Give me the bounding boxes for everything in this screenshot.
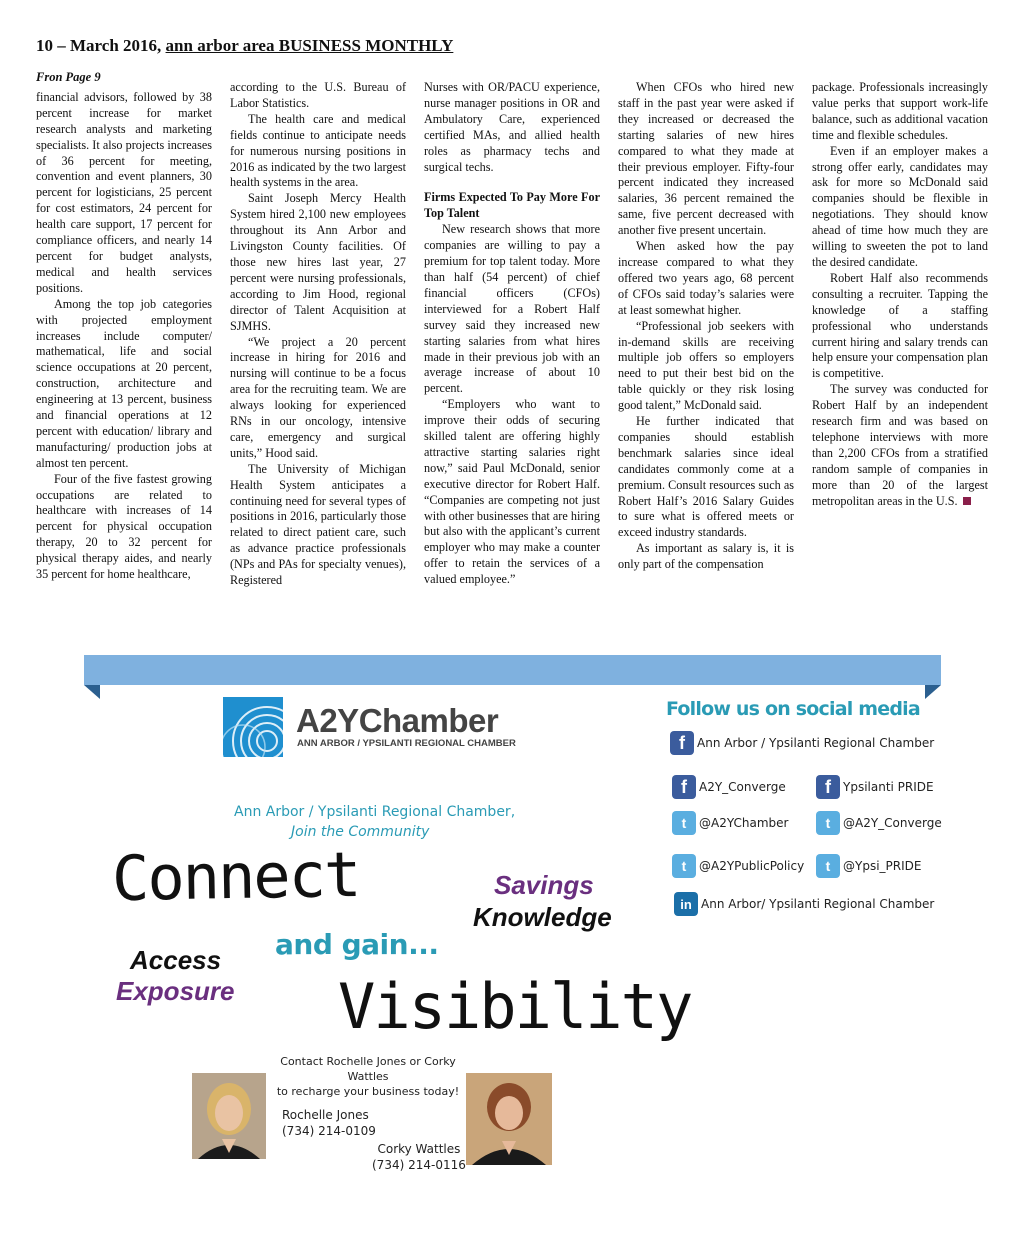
- social-facebook-pride[interactable]: [816, 775, 934, 799]
- social-facebook-main[interactable]: [670, 731, 934, 755]
- word-and-gain: and gain...: [275, 928, 439, 961]
- social-twitter-chamber[interactable]: [672, 811, 788, 835]
- word-exposure: Exposure: [116, 976, 235, 1006]
- paragraph: As important as salary is, it is only part of the compensation: [618, 541, 794, 572]
- corky-name: Corky Wattles: [377, 1142, 461, 1156]
- paragraph: New research shows that more companies are willing to pay a premium for top talent today. More than half (54 percent) of chief financial officers (CFOs) interviewed for a Robert Half survey said they increased new starting salaries from what hires made in their previous job with an average increase of about 10 percent.: [424, 222, 600, 396]
- social-label: @A2YPublicPolicy: [699, 859, 805, 873]
- contact-line-2: to recharge your business today!: [276, 1085, 460, 1098]
- social-linkedin[interactable]: [674, 892, 934, 916]
- paragraph: “We project a 20 percent increase in hiring for 2016 and nursing will continue to be a focus area for the recruiting team. We are always looking for experienced RNs in our oncology, intensive care, emergency and surgical units,” Hood said.: [230, 334, 406, 460]
- paragraph: Even if an employer makes a strong offer early, candidates may ask for more so McDonald said companies should be flexible in negotiations. They should know ahead of time how much they are willing to sweeten the pot to land the desired candidate.: [812, 143, 988, 269]
- paragraph: The University of Michigan Health System anticipates a continuing need for several types of positions in 2016, particularly those related to direct patient care, such as advance practice professionals (NPs and PAs for specialty venues), Registered: [230, 461, 406, 588]
- social-label: Ann Arbor/ Ypsilanti Regional Chamber: [701, 897, 935, 911]
- facebook-icon: f: [672, 775, 696, 799]
- social-label: A2Y_Converge: [699, 780, 786, 794]
- paragraph: financial advisors, followed by 38 percent increase for market research analysts and marketing specialists. It also projects increases of 36 percent for meeting, convention and event planners, 30 percent for logisticians, 25 percent for cost estimators, 24 percent for health care support, 17 percent for compliance officers, and nearly 14 percent for budget analysts, medical and health services positions.: [36, 89, 212, 295]
- paragraph: He further indicated that companies should establish benchmark salaries since ideal candidates commonly come at a premium. Consult resources such as Robert Half’s 2016 Salary Guides to sure what is offered meets or exceed industry standards.: [618, 414, 794, 540]
- paragraph-text: The survey was conducted for Robert Half by an independent research firm and was based on telephone interviews with more than 2,200 CFOs from a stratified random sample of companies in more than 20 of the largest metropolitan areas in the U.S.: [812, 382, 988, 508]
- paragraph: Four of the five fastest growing occupations are related to healthcare with increases of 14 percent for physical occupation therapy, 20 to 32 percent for physical therapy aides, and nearly 35 percent for home healthcare,: [36, 471, 212, 582]
- ribbon-fold-right: [925, 685, 941, 699]
- paragraph: Nurses with OR/PACU experience, nurse manager positions in OR and Ambulatory Care, experienced certified MAs, and allied health roles as pharmacy techs and surgical techs.: [424, 80, 600, 174]
- twitter-icon: t: [816, 854, 840, 878]
- contact-corky: [372, 1141, 466, 1173]
- article-column-3: [424, 80, 600, 588]
- social-twitter-pride[interactable]: [816, 854, 921, 878]
- continued-from: Fron Page 9: [36, 70, 101, 84]
- social-label: Ann Arbor / Ypsilanti Regional Chamber: [697, 736, 935, 750]
- page-header: [36, 36, 453, 56]
- article-column-1: [36, 70, 212, 583]
- word-savings: Savings: [494, 870, 594, 900]
- word-knowledge: Knowledge: [473, 902, 612, 932]
- paragraph: The health care and medical fields continue to anticipate needs for numerous nursing positions in 2016 as indicated by the two largest health systems in the area.: [230, 111, 406, 190]
- paragraph: Among the top job categories with projected employment increases include computer/ mathematical, life and social science occupations at 20 percent, construction, architecture and engineering at 13 percent, business and financial operations at 12 percent with education/ library and manufacturing/ production jobs at almost ten percent.: [36, 296, 212, 470]
- paragraph: “Employers who want to improve their odds of securing skilled talent are offering highly attractive starting salaries right now,” said Paul McDonald, senior executive director for Robert Half. “Companies are competing not just with other businesses that are hiring but also with the applicant’s current employer who may make a counter offer to retain the services of a valued employee.”: [424, 397, 600, 587]
- article-column-4: [618, 80, 794, 573]
- chamber-logo-text: A2YChamber: [296, 702, 499, 739]
- contact-rochelle: [282, 1107, 376, 1139]
- social-label: @A2YChamber: [699, 816, 789, 830]
- word-connect: Connect: [111, 837, 360, 916]
- facebook-icon: f: [670, 731, 694, 755]
- rochelle-phone[interactable]: (734) 214-0109: [282, 1124, 376, 1138]
- twitter-icon: t: [816, 811, 840, 835]
- chamber-logo-icon: [223, 697, 283, 757]
- page-date: 10 – March 2016,: [36, 36, 162, 55]
- social-facebook-converge[interactable]: [672, 775, 786, 799]
- article-column-5: [812, 80, 988, 509]
- rochelle-name: Rochelle Jones: [282, 1108, 369, 1122]
- ad-banner-ribbon: [84, 655, 941, 685]
- paragraph: “Professional job seekers with in-demand skills are receiving multiple job offers so employers need to put their best bid on the table quickly or they risk losing good talent,” McDonald said.: [618, 318, 794, 413]
- ad-tagline-join: Join the Community: [291, 824, 430, 840]
- rochelle-jones-photo: [192, 1073, 266, 1159]
- section-heading: Firms Expected To Pay More For Top Talent: [424, 190, 600, 221]
- paragraph: When CFOs who hired new staff in the past year were asked if they increased or decreased the starting salaries of new hires compared to what they made at their previous employer. Fifty-four percent indicated they increased salaries, 36 percent remained the same, five percent decreased with another five present uncertain.: [618, 80, 794, 238]
- paragraph: according to the U.S. Bureau of Labor Statistics.: [230, 80, 406, 110]
- word-visibility: Visibility: [338, 970, 692, 1043]
- article-column-2: [230, 80, 406, 589]
- word-access: Access: [130, 945, 222, 975]
- paragraph: Saint Joseph Mercy Health System hired 2,100 new employees throughout its Ann Arbor and Livingston County facilities. Of those new hires last year, 27 percent were nursing professionals, according to Jim Hood, regional director of Talent Acquisition at SJMHS.: [230, 191, 406, 333]
- ad-tagline: Ann Arbor / Ypsilanti Regional Chamber,: [234, 804, 516, 820]
- end-mark-icon: [963, 497, 971, 505]
- contact-line-1: Contact Rochelle Jones or Corky Wattles: [280, 1055, 456, 1083]
- twitter-icon: t: [672, 811, 696, 835]
- paragraph: Robert Half also recommends consulting a recruiter. Tapping the knowledge of a staffing professional who understands current hiring and salary trends can help ensure your compensation plan is competitive.: [812, 270, 988, 381]
- follow-heading: Follow us on social media: [666, 698, 920, 720]
- social-label: Ypsilanti PRIDE: [843, 780, 934, 794]
- linkedin-icon: in: [674, 892, 698, 916]
- contact-text: [260, 1054, 476, 1099]
- publication-name: ann arbor area BUSINESS MONTHLY: [165, 36, 454, 55]
- corky-wattles-photo: [466, 1073, 552, 1165]
- social-label: @A2Y_Converge: [843, 816, 942, 830]
- twitter-icon: t: [672, 854, 696, 878]
- facebook-icon: f: [816, 775, 840, 799]
- paragraph: package. Professionals increasingly value perks that support work-life balance, such as additional vacation time and flexible schedules.: [812, 80, 988, 142]
- paragraph: [812, 382, 988, 509]
- social-twitter-converge[interactable]: [816, 811, 942, 835]
- corky-phone[interactable]: (734) 214-0116: [372, 1158, 466, 1172]
- chamber-logo-subtitle: ANN ARBOR / YPSILANTI REGIONAL CHAMBER: [297, 738, 516, 749]
- ribbon-fold-left: [84, 685, 100, 699]
- paragraph: When asked how the pay increase compared to what they offered two years ago, 68 percent of CFOs said today’s salaries were at least somewhat higher.: [618, 239, 794, 317]
- social-twitter-policy[interactable]: [672, 854, 804, 878]
- social-label: @Ypsi_PRIDE: [843, 859, 922, 873]
